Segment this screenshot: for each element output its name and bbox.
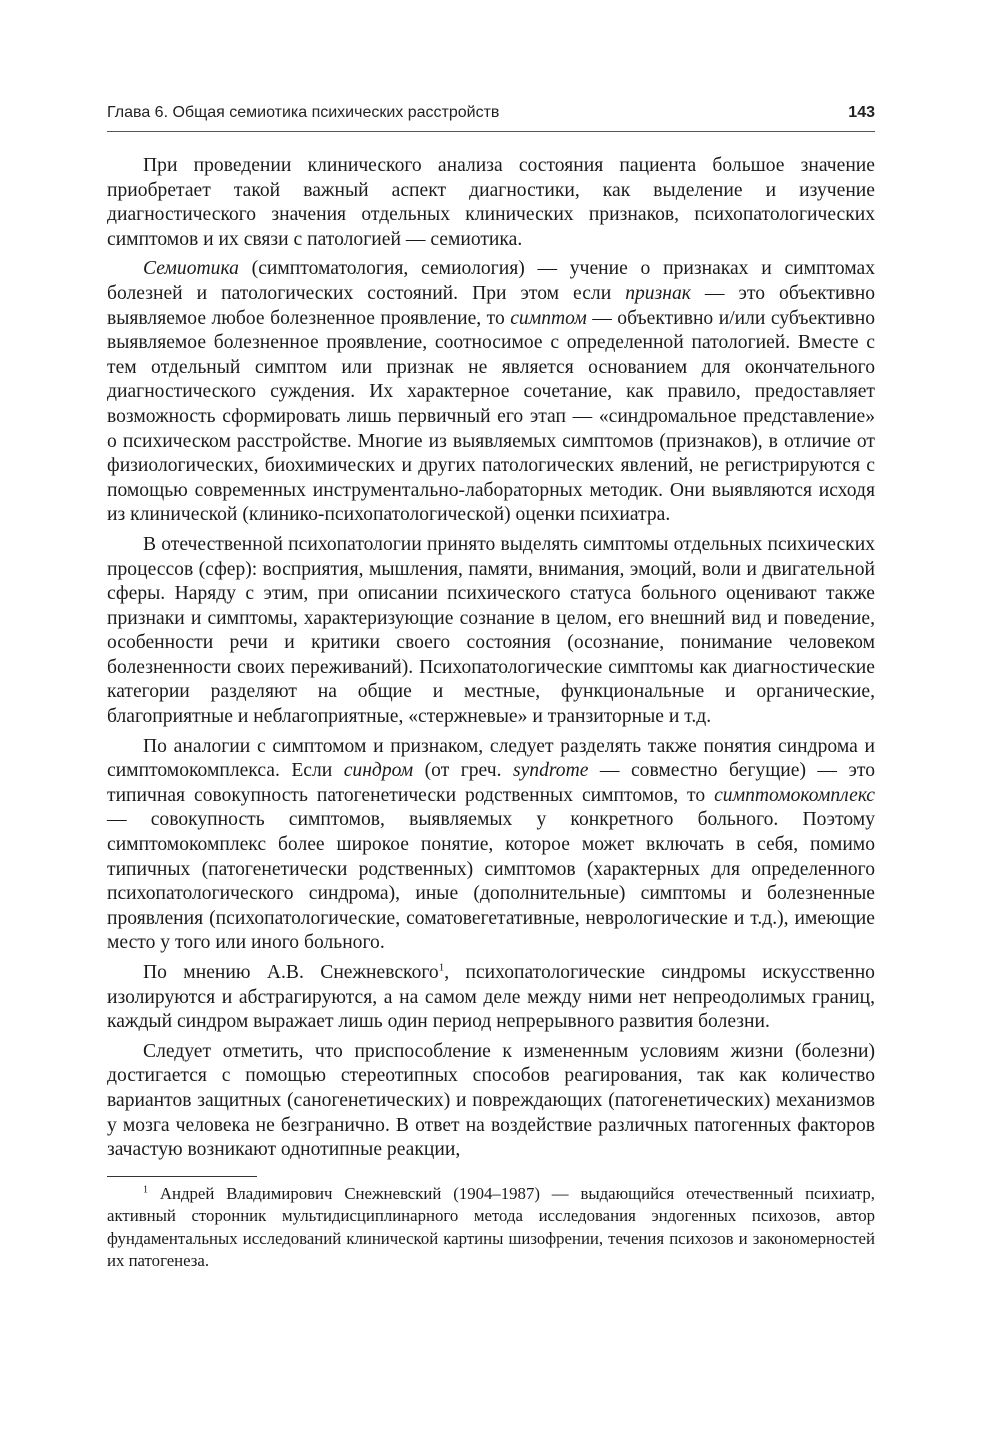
term-symptom: симптом (510, 307, 587, 329)
paragraph-2: Семиотика (симптоматология, семиология) — учение о признаках и симптомах болезней и патологических состояний. При этом если признак — это объективно выявляемое любое болезненное проявление, то симптом — объективно и/или субъективно выявляемое болезненное проявление, соотносимое с определенной патологией. Вместе с тем отдельный симптом или признак не является основанием для окончательного диагностического суждения. Их характерное сочетание, как правило, предоставляет возможность сформировать лишь первичный его этап — «синдромальное представление» о психическом расстройстве. Многие из выявляемых симптомов (признаков), в отличие от физиологических, биохимических и других патологических явлений, не регистрируются с помощью современных инструментально-лабораторных методик. Они выявляются исходя из клинической (клинико-психопатологической) оценки психиатра. (107, 258, 875, 526)
term-semiotics: Семиотика (143, 258, 239, 280)
paragraph-4: По аналогии с симптомом и признаком, следует разделять также понятия синдрома и симптомокомплекса. Если синдром (от греч. syndrome — совместно бегущие) — это типичная совокупность патогенетически родственных симптомов, то симптомокомплекс — совокупность симптомов, выявляемых у конкретного больного. Поэтому симптомокомплекс более широкое понятие, которое может включать в себя, помимо типичных (патогенетически родственных) симптомов (характерных для определенного психопатологического синдрома), иные (дополнительные) симптомы и болезненные проявления (психопатологические, соматовегетативные, неврологические и т.д.), имеющие место у того или иного больного. (107, 735, 875, 954)
paragraph-6: Следует отметить, что приспособление к измененным условиям жизни (болезни) достигается с помощью стереотипных способов реагирования, так как количество вариантов защитных (саногенетических) и повреждающих (патогенетических) механизмов у мозга человека не безгранично. В ответ на воздействие различных патогенных факторов зачастую возникают однотипные реакции, (107, 1040, 875, 1161)
term-syndrome: синдром (343, 760, 414, 782)
running-header (107, 104, 875, 132)
page-number: 143 (848, 104, 875, 121)
book-page (107, 104, 875, 1272)
term-symptom-complex: симптомокомплекс (714, 784, 875, 806)
term-sign: признак (625, 282, 691, 304)
paragraph-1: При проведении клинического анализа состояния пациента большое значение приобретает такой важный аспект диагностики, как выделение и изучение диагностического значения отдельных клинических признаков, психопатологических симптомов и их связи с патологией — семиотика. (107, 155, 875, 250)
paragraph-5: По мнению А.В. Снежневского$^1$, психопатологические синдромы искусственно изолируются и абстрагируются, а на самом деле между ними нет непреодолимых границ, каждый синдром выражает лишь один период непрерывного развития болезни. (107, 961, 875, 1033)
footnote-text: Андрей Владимирович Снежневский (1904–1987) — выдающийся отечественный психиатр, активный сторонник мультидисциплинарного метода исследования эндогенных психозов, автор фундаментальных исследований клинической картины шизофрении, течения психозов и закономерностей их патогенеза. (107, 1183, 875, 1270)
footnote-divider (107, 1176, 257, 1177)
body-text (107, 154, 875, 1163)
paragraph-3: В отечественной психопатологии принято выделять симптомы отдельных психических процессов (сфер): восприятия, мышления, памяти, внимания, эмоций, воли и двигательной сферы. Наряду с этим, при описании психического статуса больного оценивают также признаки и симптомы, характеризующие сознание в целом, его внешний вид и поведение, особенности речи и критики своего состояния (осознание, понимание человеком болезненности своих переживаний). Психопатологические симптомы как диагностические категории разделяют на общие и местные, функциональные и органические, благоприятные и неблагоприятные, «стержневые» и транзиторные и т.д. (107, 533, 875, 728)
footnote-reference[interactable]: 1 (438, 961, 445, 974)
footnote-marker: 1 (143, 1184, 148, 1196)
footnote (107, 1183, 875, 1273)
chapter-title: Глава 6. Общая семиотика психических расстройств (107, 104, 500, 121)
term-syndrome-greek: syndrome (512, 760, 589, 782)
